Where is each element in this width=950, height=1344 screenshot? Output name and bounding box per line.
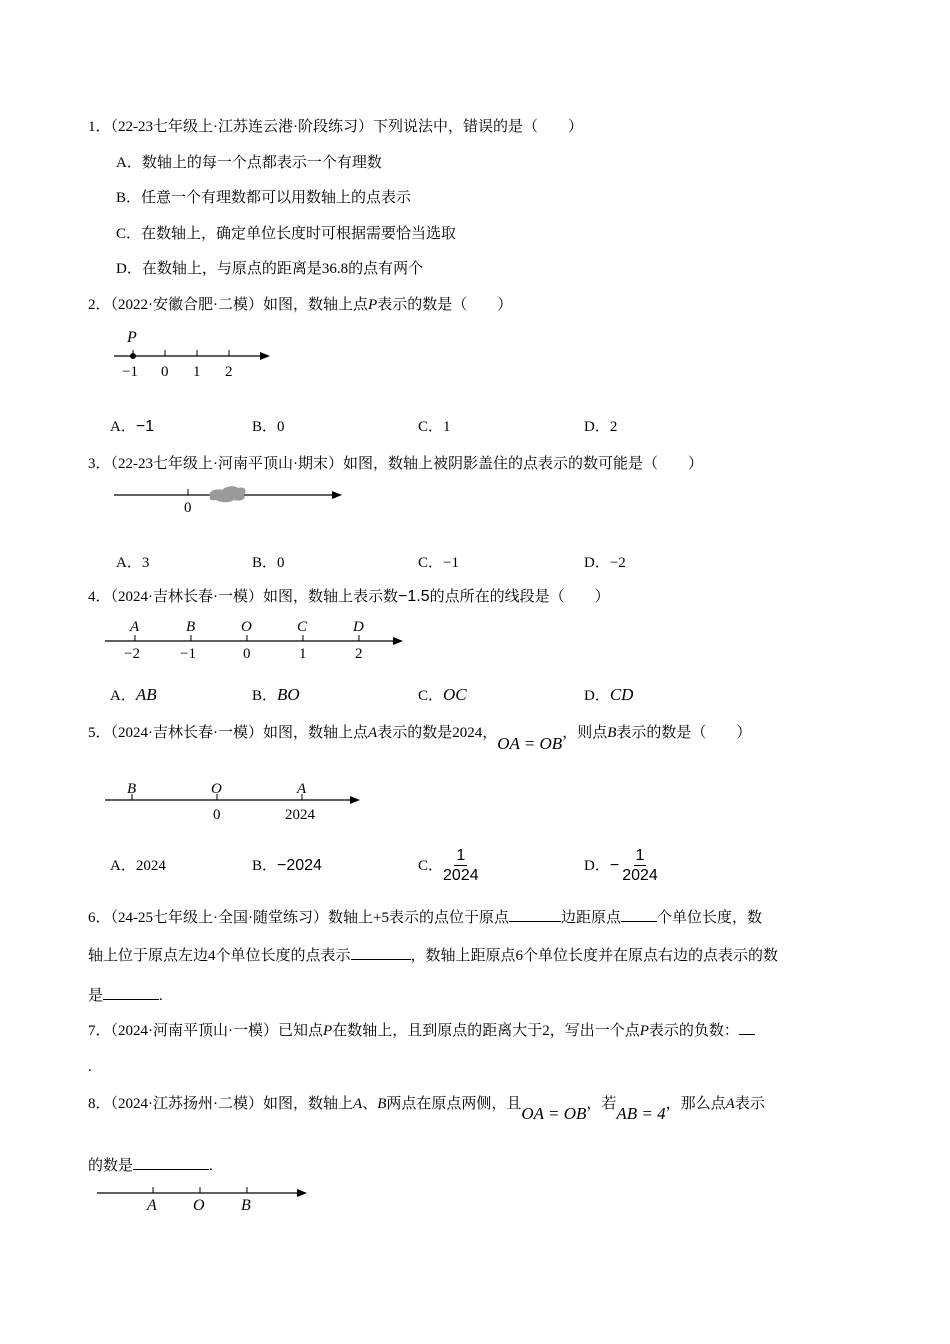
question-number: 1． xyxy=(88,119,111,135)
point-label: D xyxy=(353,619,364,635)
question-number: 8． xyxy=(88,1096,111,1112)
q3-option-b[interactable]: B．0 xyxy=(252,555,285,571)
question-number: 3． xyxy=(88,456,111,472)
question-5: 5．（2024·吉林长春·一模）如图，数轴上点A表示的数是2024，OA = OB，则点B表示的数是（ ） xyxy=(88,725,752,753)
q5-option-a[interactable]: A．2024 xyxy=(110,858,166,874)
question-7-line-2: . xyxy=(88,1059,92,1075)
point-label: O xyxy=(211,781,222,797)
question-3 xyxy=(88,454,703,474)
q1-option-d[interactable]: D．在数轴上，与原点的距离是36.8的点有两个 xyxy=(116,261,424,277)
answer-blank[interactable] xyxy=(351,945,411,960)
answer-blank[interactable] xyxy=(739,1020,755,1035)
point-label: O xyxy=(241,619,252,635)
axis-arrow xyxy=(260,352,270,360)
q3-number-line-figure xyxy=(110,480,350,520)
point-label: A xyxy=(297,781,307,797)
question-4: 4．（2024·吉林长春·一模）如图，数轴上表示数−1.5的点所在的线段是（ ） xyxy=(88,588,610,605)
question-1 xyxy=(88,117,583,137)
point-p-dot xyxy=(130,353,136,359)
point-label: A xyxy=(147,1197,157,1214)
q1-option-c[interactable]: C．在数轴上，确定单位长度时可根据需要恰当选取 xyxy=(116,226,457,242)
point-label: B xyxy=(127,781,137,797)
fraction: $\frac{1}{2024}$ xyxy=(443,847,479,884)
axis-arrow xyxy=(350,796,360,804)
question-7: 7．（2024·河南平顶山·一模）已知点P在数轴上，且到原点的距离大于2，写出一个点P表示的负数： xyxy=(88,1020,755,1041)
answer-blank[interactable] xyxy=(133,1155,209,1170)
question-6-line-1: 6．（24-25七年级上·全国·随堂练习）数轴上+5表示的点位于原点 边距原点 个单位长度，数 xyxy=(88,907,762,928)
shadow-blob xyxy=(210,486,246,502)
q8-number-line-figure xyxy=(92,1182,314,1218)
q2-option-a[interactable]: A．−1 xyxy=(110,418,155,435)
q3-option-c[interactable]: C．−1 xyxy=(418,555,459,571)
point-label: C xyxy=(297,619,308,635)
question-number: 5． xyxy=(88,725,111,741)
q4-number-line-figure xyxy=(100,614,410,664)
tick-label: 0 xyxy=(184,500,192,516)
point-p-label: P xyxy=(127,329,137,346)
q4-option-c[interactable]: C．OC xyxy=(418,685,467,704)
question-2: 2．（2022·安徽合肥·二模）如图，数轴上点P表示的数是（ ） xyxy=(88,297,513,313)
tick-label: −1 xyxy=(122,364,138,380)
q5-option-c[interactable]: C． $\frac{1}{2024}$ xyxy=(418,847,479,884)
question-stem: （22-23七年级上·江苏连云港·阶段练习）下列说法中，错误的是（ ） xyxy=(110,119,584,135)
tick-label: 0 xyxy=(213,807,221,823)
q3-option-a[interactable]: A．3 xyxy=(116,555,150,571)
question-number: 6． xyxy=(88,910,111,926)
question-6-line-3: 是 . xyxy=(88,985,163,1006)
tick-label: 2 xyxy=(225,364,233,380)
tick-label: 1 xyxy=(193,364,201,380)
point-label: B xyxy=(241,1197,251,1214)
question-8: 8．（2024·江苏扬州·二模）如图，数轴上A、B两点在原点两侧，且OA = OB，若AB = 4，那么点A表示 xyxy=(88,1096,765,1123)
q2-option-d[interactable]: D．2 xyxy=(584,419,618,435)
tick-label: 0 xyxy=(243,646,251,662)
tick-label: 1 xyxy=(299,646,307,662)
q1-option-b[interactable]: B．任意一个有理数都可以用数轴上的点表示 xyxy=(116,190,412,206)
q2-number-line-figure xyxy=(108,325,278,380)
q3-option-d[interactable]: D．−2 xyxy=(584,555,626,571)
q4-option-d[interactable]: D．CD xyxy=(584,685,634,704)
axis-arrow xyxy=(393,637,403,645)
point-label: B xyxy=(186,619,196,635)
answer-blank[interactable] xyxy=(103,985,159,1000)
tick-label: 2 xyxy=(355,646,363,662)
fraction: $\frac{1}{2024}$ xyxy=(622,847,658,884)
q1-option-a[interactable]: A．数轴上的每一个点都表示一个有理数 xyxy=(116,155,382,171)
q5-option-d[interactable]: D． − $\frac{1}{2024}$ xyxy=(584,847,658,884)
point-label: A xyxy=(130,619,140,635)
q5-option-b[interactable]: B．−2024 xyxy=(252,857,322,874)
axis-arrow xyxy=(332,491,342,499)
axis-arrow xyxy=(297,1189,307,1197)
tick-label: 2024 xyxy=(285,807,315,823)
answer-blank[interactable] xyxy=(621,907,657,922)
question-number: 7． xyxy=(88,1023,111,1039)
question-8-line-2: 的数是 . xyxy=(88,1155,213,1176)
q2-option-c[interactable]: C．1 xyxy=(418,419,451,435)
q5-number-line-figure xyxy=(100,778,365,826)
q4-option-b[interactable]: B．BO xyxy=(252,685,300,704)
question-stem: （22-23七年级上·河南平顶山·期末）如图，数轴上被阴影盖住的点表示的数可能是（ ） xyxy=(110,456,704,472)
tick-label: −1 xyxy=(180,646,196,662)
q2-option-b[interactable]: B．0 xyxy=(252,419,285,435)
tick-label: 0 xyxy=(161,364,169,380)
answer-blank[interactable] xyxy=(509,907,561,922)
q4-option-a[interactable]: A．AB xyxy=(110,685,157,704)
question-number: 2． xyxy=(88,297,111,313)
point-label: O xyxy=(193,1197,205,1214)
tick-label: −2 xyxy=(124,646,140,662)
question-number: 4． xyxy=(88,589,111,605)
question-6-line-2: 轴上位于原点左边4个单位长度的点表示 ，数轴上距原点6个单位长度并在原点右边的点表示的数 xyxy=(88,945,778,966)
